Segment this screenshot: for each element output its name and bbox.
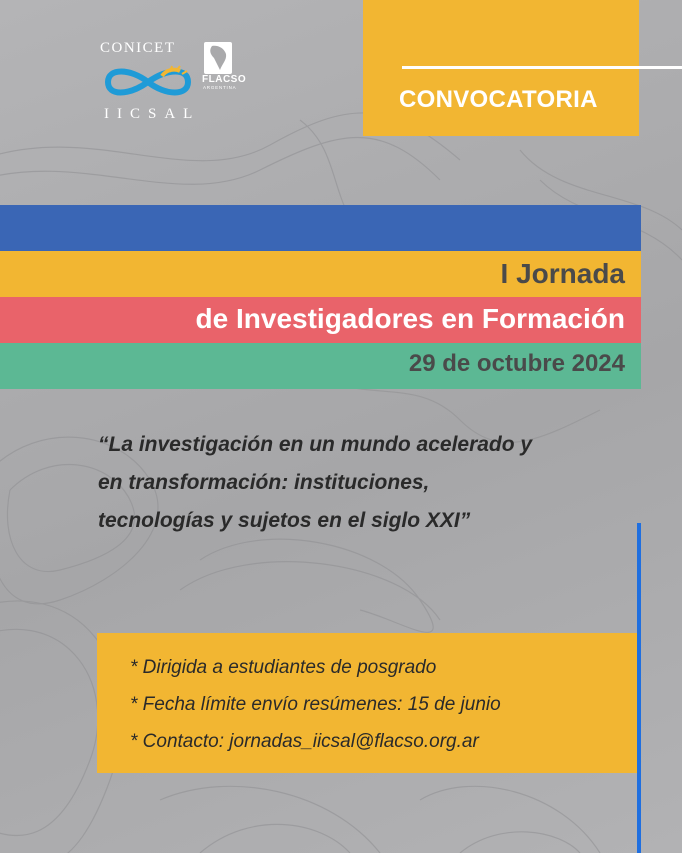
iicsal-logo-text: IICSAL <box>104 106 201 122</box>
convocatoria-divider <box>402 66 682 69</box>
conicet-infinity-icon <box>100 62 200 102</box>
event-title-line2: de Investigadores en Formación <box>195 303 625 334</box>
flacso-logo-text: FLACSO <box>202 74 247 85</box>
institution-logos <box>96 40 256 125</box>
conicet-logo-text: CONICET <box>100 40 176 56</box>
flacso-logo-subtext: ARGENTINA <box>203 85 237 90</box>
convocatoria-heading: CONVOCATORIA <box>399 86 598 113</box>
info-item-contact: * Contacto: jornadas_iicsal@flacso.org.ar <box>130 731 479 752</box>
event-date: 29 de octubre 2024 <box>408 350 625 377</box>
quote-line: tecnologías y sujetos en el siglo XXI” <box>98 509 471 532</box>
info-item-audience: * Dirigida a estudiantes de posgrado <box>130 657 437 678</box>
event-theme-quote <box>98 426 638 540</box>
accent-bar <box>637 523 641 853</box>
stripe-blue <box>0 205 641 251</box>
flacso-map-icon <box>204 42 232 74</box>
quote-line: en transformación: instituciones, <box>98 471 430 494</box>
info-item-deadline: * Fecha límite envío resúmenes: 15 de junio <box>130 694 501 715</box>
event-title-line1: I Jornada <box>500 258 625 289</box>
quote-line: “La investigación en un mundo acelerado y <box>98 433 533 456</box>
